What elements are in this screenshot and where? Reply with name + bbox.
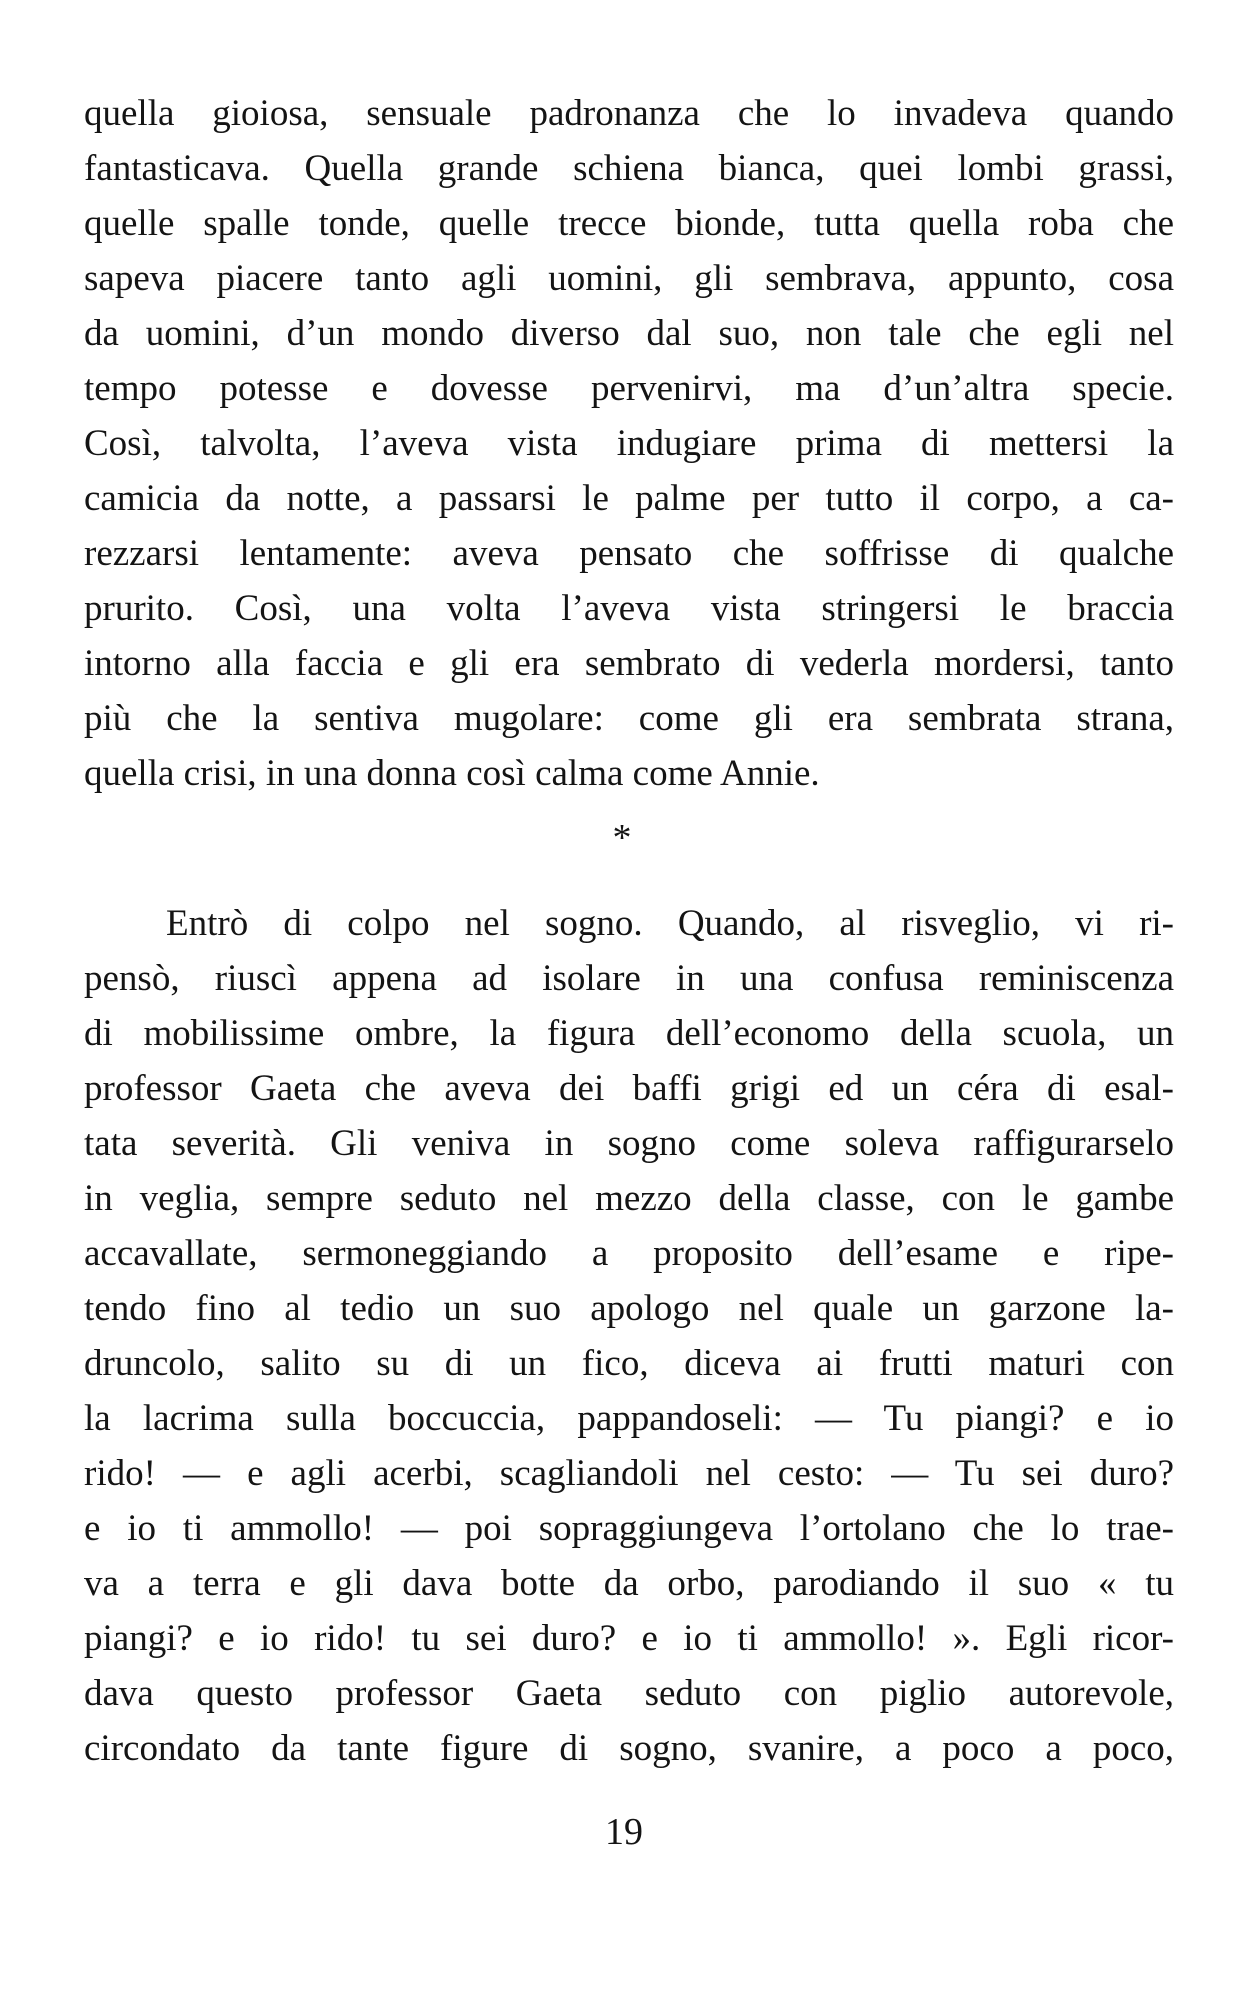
text-line: Così, talvolta, l’aveva vista indugiare prima di mettersi la (84, 423, 1174, 464)
section-separator: * (612, 817, 632, 859)
text-line: camicia da notte, a passarsi le palme per tutto il corpo, a ca- (84, 478, 1174, 519)
paragraph-1 (84, 86, 1174, 801)
text-line: circondato da tante figure di sogno, svanire, a poco a poco, (84, 1728, 1174, 1769)
paragraph-2 (84, 896, 1174, 1776)
text-line: piangi? e io rido! tu sei duro? e io ti ammollo! ». Egli ricor- (84, 1618, 1174, 1659)
text-line: dava questo professor Gaeta seduto con piglio autorevole, (84, 1673, 1174, 1714)
text-line: tata severità. Gli veniva in sogno come soleva raffigurarselo (84, 1123, 1174, 1164)
text-line: rezzarsi lentamente: aveva pensato che soffrisse di qualche (84, 533, 1174, 574)
text-line: in veglia, sempre seduto nel mezzo della classe, con le gambe (84, 1178, 1174, 1219)
text-line: fantasticava. Quella grande schiena bianca, quei lombi grassi, (84, 148, 1174, 189)
page-number: 19 (605, 1811, 643, 1853)
text-line: tempo potesse e dovesse pervenirvi, ma d’un’altra specie. (84, 368, 1174, 409)
text-line: tendo fino al tedio un suo apologo nel quale un garzone la- (84, 1288, 1174, 1329)
text-line: quelle spalle tonde, quelle trecce bionde, tutta quella roba che (84, 203, 1174, 244)
text-line: va a terra e gli dava botte da orbo, parodiando il suo « tu (84, 1563, 1174, 1604)
text-line: Entrò di colpo nel sogno. Quando, al risveglio, vi ri- (166, 903, 1174, 944)
text-line: da uomini, d’un mondo diverso dal suo, non tale che egli nel (84, 313, 1174, 354)
text-line: e io ti ammollo! — poi sopraggiungeva l’ortolano che lo trae- (84, 1508, 1174, 1549)
text-line: intorno alla faccia e gli era sembrato di vederla mordersi, tanto (84, 643, 1174, 684)
text-line: di mobilissime ombre, la figura dell’economo della scuola, un (84, 1013, 1174, 1054)
text-line: rido! — e agli acerbi, scagliandoli nel cesto: — Tu sei duro? (84, 1453, 1174, 1494)
text-line: quella crisi, in una donna così calma come Annie. (84, 753, 820, 794)
text-line: pensò, riuscì appena ad isolare in una confusa reminiscenza (84, 958, 1174, 999)
text-line: professor Gaeta che aveva dei baffi grigi ed un céra di esal- (84, 1068, 1174, 1109)
text-line: più che la sentiva mugolare: come gli era sembrata strana, (84, 698, 1174, 739)
text-line: druncolo, salito su di un fico, diceva ai frutti maturi con (84, 1343, 1174, 1384)
text-line: quella gioiosa, sensuale padronanza che lo invadeva quando (84, 93, 1174, 134)
text-line: prurito. Così, una volta l’aveva vista stringersi le braccia (84, 588, 1174, 629)
text-line: accavallate, sermoneggiando a proposito dell’esame e ripe- (84, 1233, 1174, 1274)
text-line: la lacrima sulla boccuccia, pappandoseli: — Tu piangi? e io (84, 1398, 1174, 1439)
text-line: sapeva piacere tanto agli uomini, gli sembrava, appunto, cosa (84, 258, 1174, 299)
